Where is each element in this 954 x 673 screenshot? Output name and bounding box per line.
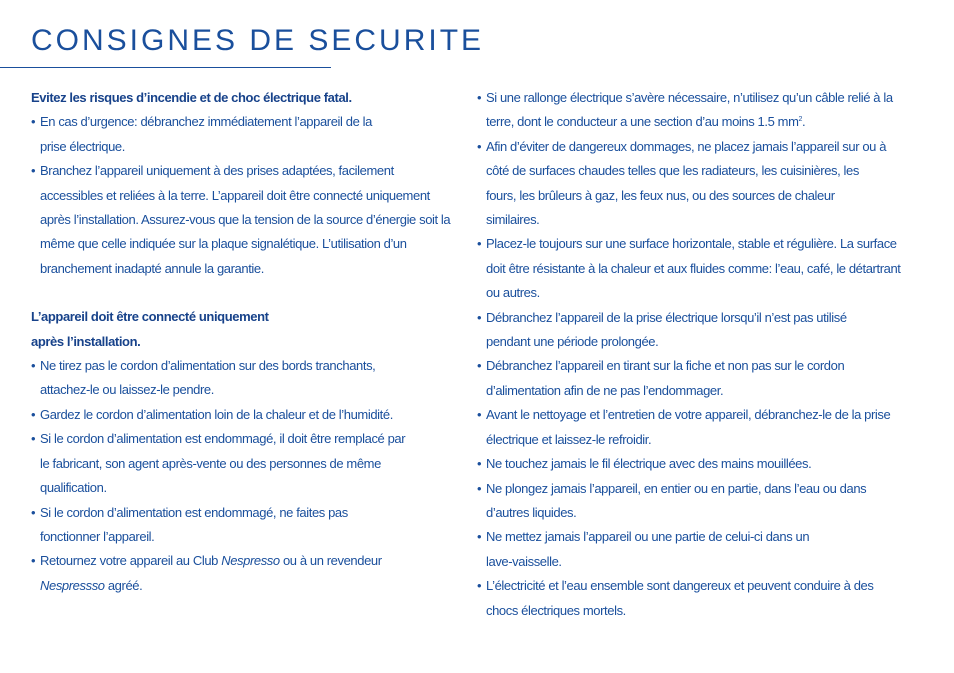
return-text-1: Retournez votre appareil au Club <box>40 553 222 569</box>
return-text-2: ou à un revendeur <box>279 553 382 569</box>
list-item: • Débranchez l’appareil en tirant sur la fiche et non pas sur le cordon d’alimentation afin de ne pas l’endommager. <box>477 354 876 403</box>
fire-risk-list <box>31 110 451 281</box>
list-item: • L’électricité et l’eau ensemble sont dangereux et peuvent conduire à des chocs électriques mortels. <box>477 574 902 623</box>
list-item-extension <box>477 86 902 135</box>
extension-end: . <box>802 114 806 130</box>
list-item: • Afin d’éviter de dangereux dommages, ne placez jamais l’appareil sur ou à côté de surfaces chaudes telles que les radiateurs, les cuisinières, les fours, les brûleurs à gaz, les feux nus, ou des sources de chaleur similaires. <box>477 135 891 233</box>
page-title: CONSIGNES DE SECURITE <box>31 24 485 57</box>
title-underline <box>0 67 331 68</box>
list-item: • Placez-le toujours sur une surface horizontale, stable et régulière. La surface doit être résistante à la chaleur et aux fluides comme: l’eau, café, le détartrant ou autres. <box>477 232 902 305</box>
extension-text: Si une rallonge électrique s’avère nécessaire, n’utilisez qu’un câble relié à la terre, dont le conducteur a une section d’au moins 1.5 mm <box>486 90 893 130</box>
list-item: • En cas d’urgence: débranchez immédiatement l’appareil de la prise électrique. <box>31 110 400 159</box>
list-item: • Ne plongez jamais l’appareil, en entier ou en partie, dans l’eau ou dans d’autres liquides. <box>477 477 902 526</box>
list-item: • Si le cordon d’alimentation est endommagé, ne faites pas fonctionner l’appareil. <box>31 501 380 550</box>
list-item: • Branchez l’appareil uniquement à des prises adaptées, facilement accessibles et reliées à la terre. L’appareil doit être connecté uniquement après l’installation. Assurez-vous que la tension de la source d’énergie soit la même que celle indiquée sur la plaque signalétique. L’utilisation d’un branchement inadapté annule la garantie. <box>31 159 451 281</box>
superscript: 2 <box>798 116 802 124</box>
brand-name: Nespresso <box>221 553 280 569</box>
section-heading-fire-risk: Evitez les risques d’incendie et de choc électrique fatal. <box>31 90 352 105</box>
list-item: • Si le cordon d’alimentation est endommagé, il doit être remplacé par le fabricant, son agent après-vente ou des personnes de même qualification. <box>31 427 412 500</box>
left-column <box>31 86 451 598</box>
cord-safety-list <box>31 354 451 598</box>
list-item: • Ne mettez jamais l’appareil ou une partie de celui-ci dans un lave-vaisselle. <box>477 525 836 574</box>
brand-name: Nespressso <box>40 577 105 593</box>
list-item: • Débranchez l’appareil de la prise électrique lorsqu’il n’est pas utilisé pendant une période prolongée. <box>477 306 891 355</box>
list-item: • Ne touchez jamais le fil électrique avec des mains mouillées. <box>477 452 902 476</box>
list-item: • Gardez le cordon d’alimentation loin de la chaleur et de l’humidité. <box>31 403 451 427</box>
list-item: • Ne tirez pas le cordon d’alimentation sur des bords tranchants, attachez-le ou laissez-le pendre. <box>31 354 406 403</box>
list-item: • Avant le nettoyage et l’entretien de votre appareil, débranchez-le de la prise électrique et laissez-le refroidir. <box>477 403 902 452</box>
heading-line-2: après l’installation. <box>31 333 141 349</box>
section-spacer <box>31 281 451 305</box>
list-item-return <box>31 549 408 598</box>
return-text-3: agréé. <box>104 577 143 593</box>
right-column <box>477 86 902 623</box>
general-safety-list <box>477 86 902 623</box>
section-heading-connection <box>31 305 451 354</box>
heading-line-1: L’appareil doit être connecté uniquement <box>31 309 269 325</box>
